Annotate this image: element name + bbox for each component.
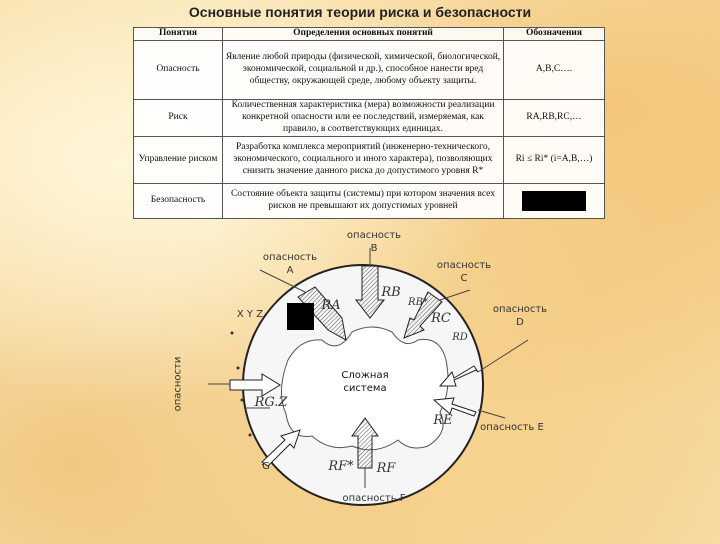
ray-danger-e bbox=[478, 410, 505, 418]
definition-risk: Количественная характеристика (мера) возможности реализации конкретной опасности или ее последствий, измеряемая, как правило, в соответствующих единицах. bbox=[223, 99, 504, 136]
label-danger-e: опасность E bbox=[480, 422, 544, 433]
dot-marker bbox=[231, 332, 234, 335]
symbol-risk-management: Ri ≤ Ri* (i=A,B,…) bbox=[504, 136, 605, 183]
risk-label-a: RA bbox=[321, 298, 341, 313]
label-danger-d: опасность D bbox=[492, 304, 548, 328]
definition-danger: Явление любой природы (физической, химической, биологической, экономической, социальной и др.), способное нанести вред обществу, окружающей среде, любому объекту защиты. bbox=[223, 40, 504, 99]
risk-label-f: RF bbox=[376, 461, 396, 476]
header-definitions: Определения основных понятий bbox=[223, 28, 504, 41]
risk-label-b-star: RB* bbox=[408, 297, 428, 308]
ray-danger-c bbox=[440, 290, 470, 300]
page-title: Основные понятия теории риска и безопасности bbox=[188, 4, 532, 20]
risk-label-e: RE bbox=[433, 413, 453, 428]
dot-marker bbox=[241, 399, 244, 402]
label-danger-f: опасность F bbox=[342, 493, 406, 504]
term-risk-management: Управление риском bbox=[134, 136, 223, 183]
definition-safety: Состояние объекта защиты (системы) при котором значения всех рисков не превышают их допустимых уровней bbox=[223, 183, 504, 218]
term-danger: Опасность bbox=[134, 40, 223, 99]
header-symbols: Обозначения bbox=[504, 28, 605, 41]
term-risk: Риск bbox=[134, 99, 223, 136]
ray-danger-d bbox=[478, 340, 528, 372]
redacted-square bbox=[287, 303, 314, 330]
symbol-risk: RA,RB,RC,… bbox=[504, 99, 605, 136]
term-safety: Безопасность bbox=[134, 183, 223, 218]
risk-label-d: RD bbox=[452, 332, 468, 343]
header-concepts: Понятия bbox=[134, 28, 223, 41]
dot-marker bbox=[237, 367, 240, 370]
label-danger-c: опасность C bbox=[436, 260, 492, 284]
symbol-danger: A,B,C…. bbox=[504, 40, 605, 99]
label-g: G bbox=[262, 461, 270, 472]
label-dangers-vertical: опасности bbox=[172, 356, 184, 412]
risk-label-c: RC bbox=[431, 311, 451, 326]
dot-marker bbox=[249, 434, 252, 437]
risk-label-f-star: RF* bbox=[328, 459, 354, 474]
label-danger-a: опасность A bbox=[262, 252, 318, 276]
label-complex-system: Сложная система bbox=[341, 370, 389, 394]
label-danger-b: опасность B bbox=[346, 230, 402, 254]
risk-label-b: RB bbox=[381, 285, 401, 300]
label-xyz: X Y Z bbox=[236, 309, 264, 320]
definition-risk-management: Разработка комплекса мероприятий (инженерно-технического, экономического, социального и иного характера), позволяющих снизить значение данного риска до допустимого уровня R* bbox=[223, 136, 504, 183]
risk-label-gz: RG.Z bbox=[254, 395, 288, 410]
